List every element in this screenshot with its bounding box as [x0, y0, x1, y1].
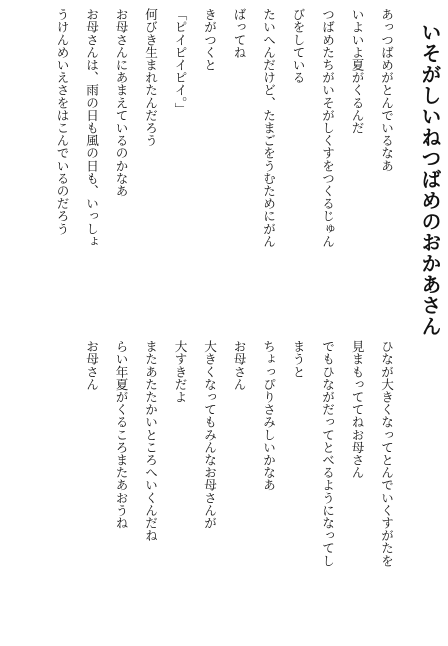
poem-line: きがつくと [202, 8, 217, 71]
page-title: いそがしいねつばめのおかあさん [418, 22, 442, 337]
poem-line: またあたたかいところへいくんだね [143, 340, 158, 542]
poem-line: 何びき生まれたんだろう [143, 8, 158, 147]
poem-line: あっつばめがとんでいるなあ [379, 8, 394, 172]
poem-line: でもひながだってとべるようになってし [320, 340, 335, 567]
poem-line: 見まもっててねお母さん [349, 340, 365, 479]
poem-line: お母さん [231, 340, 247, 391]
poem-line: ばってね [231, 8, 247, 59]
poem-line: お母さんは、雨の日も風の日も、いっしょ [84, 8, 99, 248]
poem-line: 大すきだよ [172, 340, 188, 403]
poem-line: いよいよ夏がくるんだ [349, 8, 365, 134]
poem-line: たいへんだけど、たまごをうむためにがん [261, 8, 276, 248]
poem-line: うけんめいえさをはこんでいるのだろう [54, 8, 70, 235]
poem-stanza-bottom [77, 340, 402, 600]
poem-line: まうと [290, 340, 306, 378]
poem-line: つばめたちがいそがしくすをつくるじゅん [320, 8, 335, 248]
poem-line: 「ピイピイピイ。」 [172, 8, 188, 116]
poem-line: らい年夏がくるころまたあおうね [113, 340, 129, 529]
poem-line: お母さん [84, 340, 99, 391]
poem-line: お母さんにあまえているのかなあ [113, 8, 129, 197]
poem-line: ひなが大きくなってとんでいくすがたを [379, 340, 394, 567]
poem-stanza-top [47, 8, 401, 308]
poem-line: 大きくなってもみんなお母さんが [202, 340, 217, 529]
poem-line: びをしている [290, 8, 306, 84]
poem-line: ちょっぴりさみしいかなあ [261, 340, 276, 492]
